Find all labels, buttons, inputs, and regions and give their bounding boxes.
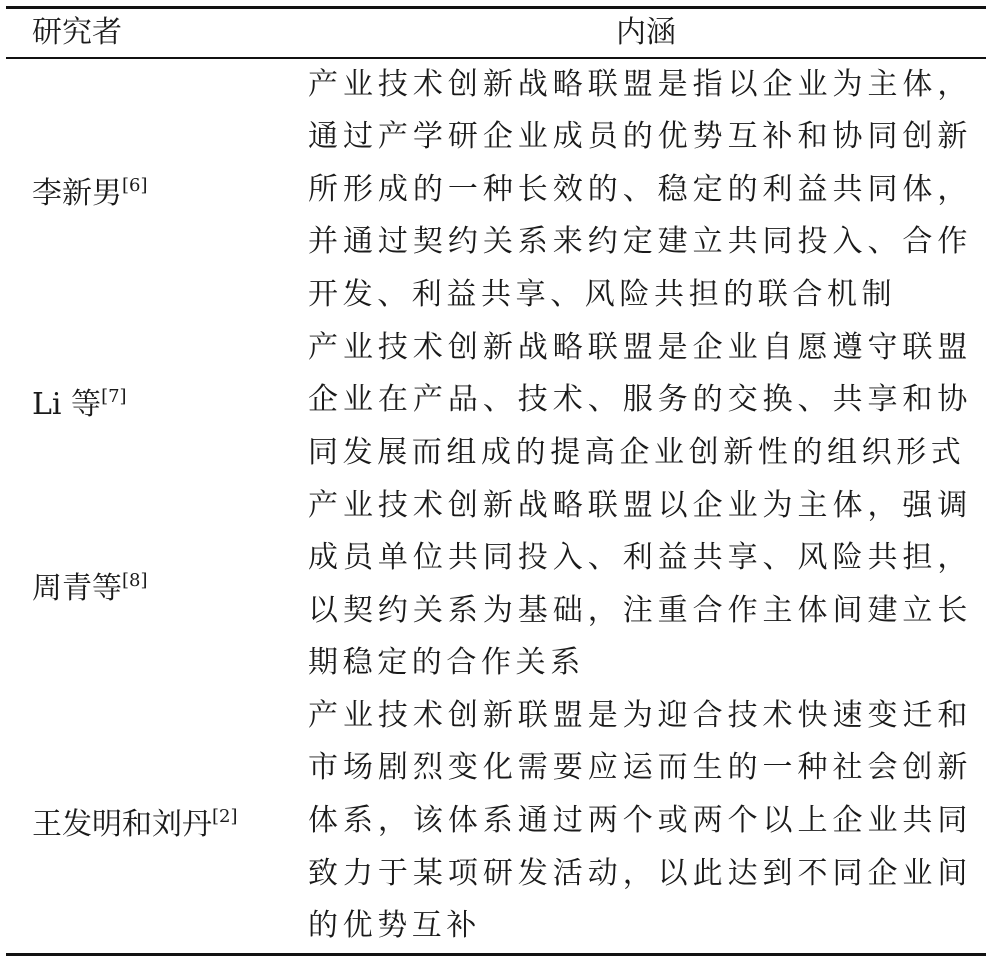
header-row (6, 9, 986, 57)
researcher-cell (6, 480, 306, 690)
connotation-cell: 产业技术创新战略联盟以企业为主体，强调成员单位共同投入、利益共享、风险共担，以契约关系为基础，注重合作主体间建立长期稳定的合作关系 (308, 487, 972, 681)
table-body (6, 59, 986, 953)
citation-ref: [2] (212, 806, 238, 828)
citation-ref: [7] (101, 385, 127, 407)
researcher-cell (6, 59, 306, 322)
table-grid (6, 9, 986, 57)
connotation-cell: 产业技术创新战略联盟是企业自愿遵守联盟企业在产品、技术、服务的交换、共享和协同发展而组成的提高企业创新性的组织形式 (308, 329, 972, 470)
bottom-rule (6, 953, 986, 956)
researcher-name: Li 等 (32, 386, 102, 422)
researcher-cell (6, 690, 306, 953)
header-researcher: 研究者 (32, 15, 122, 50)
table-row (6, 480, 986, 690)
header-connotation: 内涵 (616, 15, 676, 50)
researcher-name: 李新男 (32, 176, 122, 211)
researcher-name: 周青等 (32, 570, 122, 606)
table-row (6, 322, 986, 480)
researcher-cell (6, 322, 306, 480)
connotation-cell: 产业技术创新战略联盟是指以企业为主体，通过产学研企业成员的优势互补和协同创新所形成的一种长效的、稳定的利益共同体，并通过契约关系来约定建立共同投入、合作开发、利益共享、风险共担的联合机制 (308, 66, 972, 312)
definition-table (6, 6, 986, 956)
citation-ref: [8] (122, 569, 148, 591)
citation-ref: [6] (122, 175, 148, 196)
table-row (6, 59, 986, 322)
connotation-cell: 产业技术创新联盟是为迎合技术快速变迁和市场剧烈变化需要应运而生的一种社会创新体系，该体系通过两个或两个以上企业共同致力于某项研发活动，以此达到不同企业间的优势互补 (308, 697, 972, 944)
table-row (6, 690, 986, 953)
researcher-name: 王发明和刘丹 (32, 807, 212, 843)
